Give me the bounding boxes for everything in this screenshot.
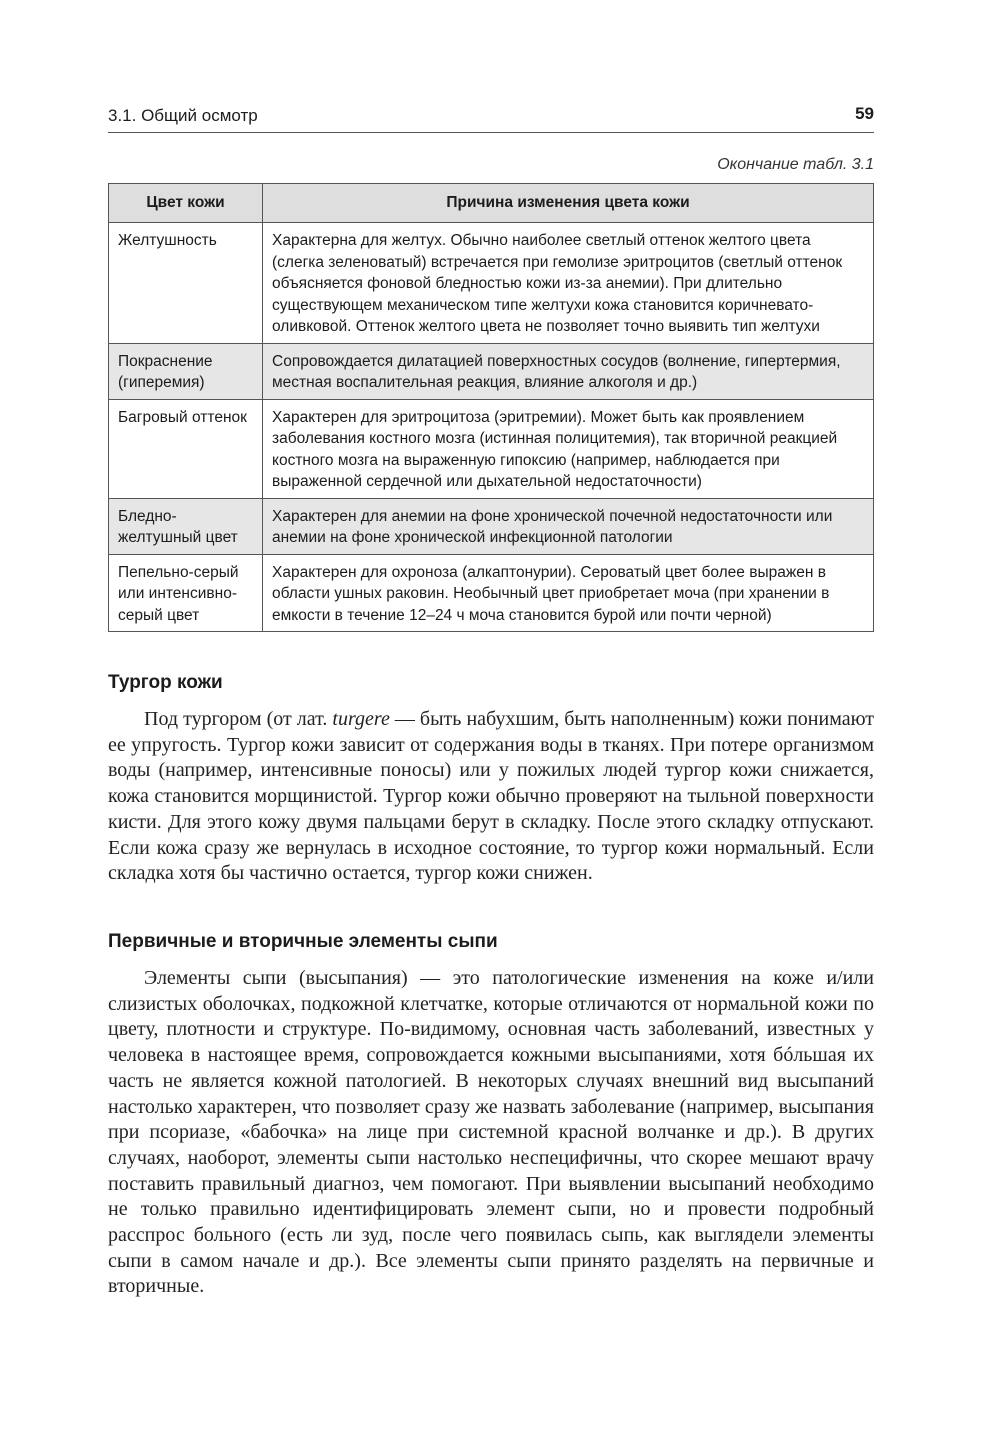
- running-header: [108, 104, 874, 133]
- reason-cell: Характерна для желтух. Обычно наиболее светлый оттенок желтого цвета (слегка зеленоватый) встречается при гемолизе эритроцитов (светлый оттенок объясняется фоновой бледностью кожи из-за анемии). При длительно существующем механическом типе желтухи кожа становится коричневато-оливковой. Оттенок желтого цвета не позволяет точно выявить тип желтухи: [263, 223, 874, 344]
- skin-color-cell: Бледно-желтушный цвет: [109, 498, 263, 554]
- latin-term: turgere: [332, 708, 390, 730]
- skin-color-cell: Покраснение (гиперемия): [109, 343, 263, 399]
- turgor-text-before: Под тургором (от лат.: [144, 708, 333, 730]
- turgor-heading: Тургор кожи: [108, 672, 223, 693]
- turgor-paragraph: [108, 707, 874, 887]
- table-row: [109, 498, 874, 554]
- table-row: [109, 343, 874, 399]
- reason-cell: Сопровождается дилатацией поверхностных сосудов (волнение, гипертермия, местная воспалительная реакция, влияние алкоголя и др.): [263, 343, 874, 399]
- skin-color-cell: Багровый оттенок: [109, 399, 263, 498]
- reason-cell: Характерен для эритроцитоза (эритремии). Может быть как проявлением заболевания костного мозга (истинная полицитемия), так вторичной реакцией костного мозга на выраженную гипоксию (например, наблюдается при выраженной сердечной или дыхательной недостаточности): [263, 399, 874, 498]
- rash-paragraph: Элементы сыпи (высыпания) — это патологические изменения на коже и/или слизистых оболочках, подкожной клетчатке, которые отличаются от нормальной кожи по цвету, плотности и структуре. По-видимому, основная часть заболеваний, известных у человека в настоящее время, сопровождается кожными высыпаниями, хотя бóльшая их часть не является кожной патологией. В некоторых случаях внешний вид высыпаний настолько характерен, что позволяет сразу же назвать заболевание (например, высыпания при псориазе, «бабочка» на лице при системной красной волчанке и др.). В других случаях, наоборот, элементы сыпи настолько неспецифичны, что скорее мешают врачу поставить правильный диагноз, чем помогают. При выявлении высыпаний необходимо не только правильно идентифицировать элемент сыпи, но и провести подробный расспрос больного (есть ли зуд, после чего появилась сыпь, как выглядели элементы сыпи в самом начале и др.). Все элементы сыпи принято разделять на первичные и вторичные.: [108, 967, 874, 1298]
- table-row: [109, 399, 874, 498]
- skin-color-table: [108, 183, 874, 632]
- column-header-color: Цвет кожи: [109, 184, 263, 223]
- section-title: 3.1. Общий осмотр: [108, 106, 258, 125]
- table-row: [109, 223, 874, 344]
- skin-color-cell: Желтушность: [109, 223, 263, 344]
- page-number: 59: [855, 104, 874, 123]
- column-header-reason: Причина изменения цвета кожи: [263, 184, 874, 223]
- reason-cell: Характерен для анемии на фоне хронической почечной недостаточности или анемии на фоне хронической инфекционной патологии: [263, 498, 874, 554]
- turgor-text-after: — быть набухшим, быть наполненным) кожи понимают ее упругость. Тургор кожи зависит от содержания воды в тканях. При потере организмом воды (например, интенсивные поносы) или у пожилых людей тургор кожи снижается, кожа становится морщинистой. Тургор кожи обычно проверяют на тыльной поверхности кисти. Для этого кожу двумя пальцами берут в складку. После этого складку отпускают. Если кожа сразу же вернулась в исходное состояние, то тургор кожи нормальный. Если складка хотя бы частично остается, тургор кожи снижен.: [108, 708, 875, 885]
- skin-color-cell: Пепельно-серый или интенсивно-серый цвет: [109, 554, 263, 632]
- rash-heading: Первичные и вторичные элементы сыпи: [108, 931, 498, 952]
- table-header-row: [109, 184, 874, 223]
- table-caption: Окончание табл. 3.1: [717, 156, 874, 173]
- table-row: [109, 554, 874, 632]
- reason-cell: Характерен для охроноза (алкаптонурии). Сероватый цвет более выражен в области ушных раковин. Необычный цвет приобретает моча (при хранении в емкости в течение 12–24 ч моча становится бурой или почти черной): [263, 554, 874, 632]
